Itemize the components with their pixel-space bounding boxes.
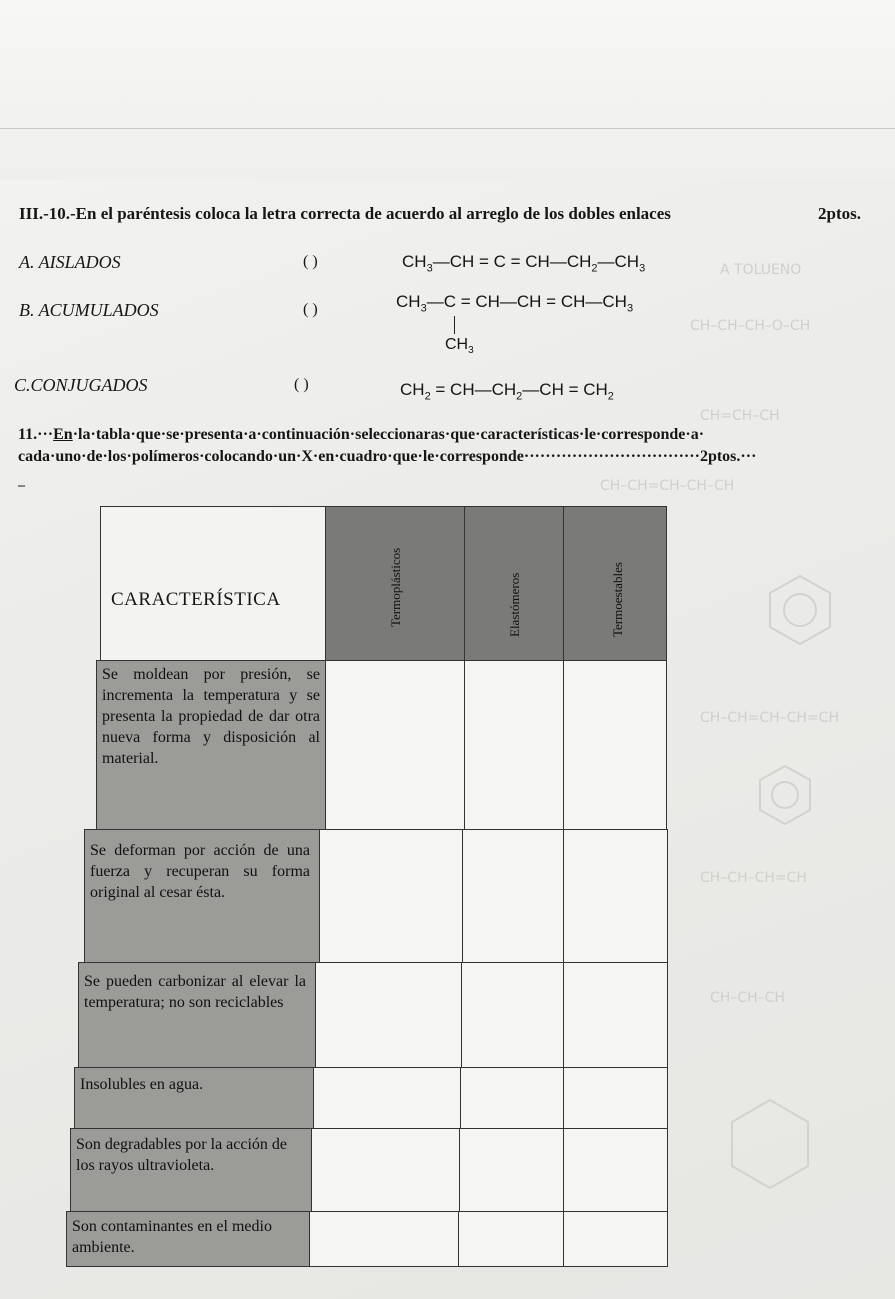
option-a-label: A. AISLADOS	[19, 252, 121, 272]
table-row	[84, 829, 320, 963]
bleed-through-text: CH–CH–CH	[710, 990, 785, 1006]
bleed-through-text: CH=CH–CH	[700, 408, 780, 424]
option-b-answer-blank[interactable]: ( )	[303, 301, 318, 318]
row-4-termoestables-box[interactable]	[563, 1067, 668, 1129]
header-col-termoestables	[563, 506, 667, 661]
folded-top-area	[0, 0, 895, 180]
bleed-through-ring	[720, 1080, 820, 1200]
row-5-termoestables-box[interactable]	[563, 1128, 668, 1212]
row-1-elastomeros-box[interactable]	[464, 660, 564, 830]
option-c-answer-blank[interactable]: ( )	[294, 376, 309, 393]
formula-b: $CH_3—C$ = CH—CH = $CH—CH_3$	[396, 292, 634, 315]
question-11-underlined: En	[53, 426, 73, 443]
row-1-characteristic: Se moldean por presión, se incrementa la temperatura y se presenta la propiedad de dar otra nueva forma y disposición al material.	[102, 666, 320, 767]
question-10-text: III.-10.-En el paréntesis coloca la letra correcta de acuerdo al arreglo de los dobles enlaces	[19, 204, 671, 223]
row-1-termoplasticos-box[interactable]	[325, 660, 465, 830]
polymer-table	[70, 506, 668, 1268]
question-11-number: 11.···	[18, 426, 54, 443]
question-11-text	[18, 424, 878, 468]
question-11-line1: ·la·tabla·que·se·presenta·a·continuación·seleccionaras·que·características·le·corresponde·a·	[72, 426, 705, 443]
row-2-elastomeros-box[interactable]	[462, 829, 564, 963]
bleed-through-ring	[750, 760, 820, 830]
question-10-points: 2ptos.	[818, 204, 861, 223]
row-6-elastomeros-box[interactable]	[458, 1211, 564, 1267]
header-col-elastomeros	[464, 506, 564, 661]
formula-b-branch-bond	[454, 316, 455, 334]
formula-b-methyl-branch: $CH_3$	[445, 336, 474, 357]
col-label-termoplasticos: Termoplásticos	[388, 547, 403, 627]
bleed-through-text: CH–CH–CH=CH	[700, 870, 807, 886]
row-3-characteristic: Se pueden carbonizar al elevar la temperatura; no son reciclables	[84, 973, 306, 1011]
option-c-label: C.CONJUGADOS	[14, 375, 148, 395]
bleed-through-text: CH–CH–CH–O–CH	[690, 318, 811, 334]
table-row	[78, 962, 316, 1068]
row-6-termoplasticos-box[interactable]	[309, 1211, 459, 1267]
header-col-termoplasticos	[325, 506, 465, 661]
row-3-elastomeros-box[interactable]	[461, 962, 564, 1068]
question-11-line2: cada·uno·de·los·polímeros·colocando·un·X·en·cuadro·que·le·corresponde·································2ptos.···	[18, 448, 757, 465]
row-1-termoestables-box[interactable]	[563, 660, 667, 830]
row-2-characteristic: Se deforman por acción de una fuerza y recuperan su forma original al cesar ésta.	[90, 842, 310, 901]
col-label-termoestables: Termoestables	[610, 562, 625, 637]
row-6-characteristic: Son contaminantes en el medio ambiente.	[72, 1218, 272, 1256]
bleed-through-text: CH–CH=CH–CH=CH	[700, 710, 839, 726]
header-characteristic-cell	[100, 506, 326, 661]
row-2-termoestables-box[interactable]	[563, 829, 668, 963]
row-5-termoplasticos-box[interactable]	[311, 1128, 460, 1212]
row-4-elastomeros-box[interactable]	[460, 1067, 564, 1129]
table-row	[74, 1067, 314, 1129]
table-row	[66, 1211, 310, 1267]
row-3-termoplasticos-box[interactable]	[315, 962, 462, 1068]
formula-a: $CH_3—CH = C$ = $CH—CH_2—CH_3$	[402, 252, 646, 275]
row-4-termoplasticos-box[interactable]	[313, 1067, 461, 1129]
row-4-characteristic: Insolubles en agua.	[80, 1076, 204, 1093]
option-b-label: B. ACUMULADOS	[19, 300, 159, 320]
header-characteristic: CARACTERÍSTICA	[111, 589, 281, 610]
bleed-through-text: A TOLUENO	[720, 262, 802, 278]
table-row	[70, 1128, 312, 1212]
bleed-through-ring	[760, 570, 840, 650]
question-10-title	[19, 204, 879, 224]
option-a-answer-blank[interactable]: ( )	[303, 253, 318, 270]
bleed-through-text: CH–CH=CH–CH–CH	[600, 478, 735, 494]
row-5-characteristic: Son degradables por la acción de los rayos ultravioleta.	[76, 1136, 288, 1174]
stray-dash: –	[18, 478, 25, 493]
col-label-elastomeros: Elastómeros	[507, 572, 522, 637]
row-5-elastomeros-box[interactable]	[459, 1128, 564, 1212]
row-6-termoestables-box[interactable]	[563, 1211, 668, 1267]
row-3-termoestables-box[interactable]	[563, 962, 668, 1068]
row-2-termoplasticos-box[interactable]	[319, 829, 463, 963]
table-row	[96, 660, 326, 830]
formula-c: $CH_2$ = $CH—CH_2—CH = CH_2$	[400, 380, 614, 403]
